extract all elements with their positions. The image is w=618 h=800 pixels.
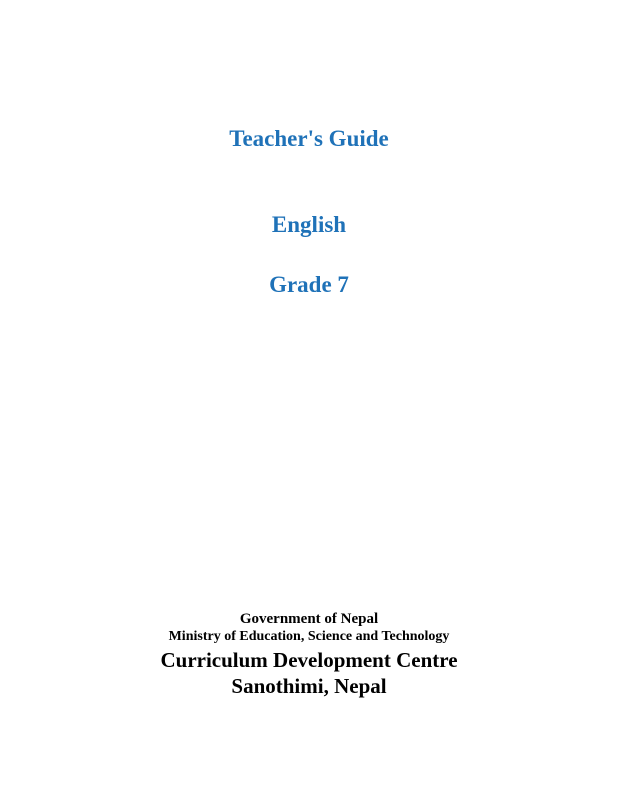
- ministry-line: Ministry of Education, Science and Technology: [168, 629, 450, 644]
- centre-line: Curriculum Development Centre: [160, 648, 458, 672]
- grade-heading: Grade 7: [269, 272, 349, 297]
- document-title: Teacher's Guide: [229, 126, 389, 151]
- subject-heading: English: [271, 212, 347, 237]
- location-line: Sanothimi, Nepal: [231, 674, 387, 698]
- government-line: Government of Nepal: [239, 611, 379, 627]
